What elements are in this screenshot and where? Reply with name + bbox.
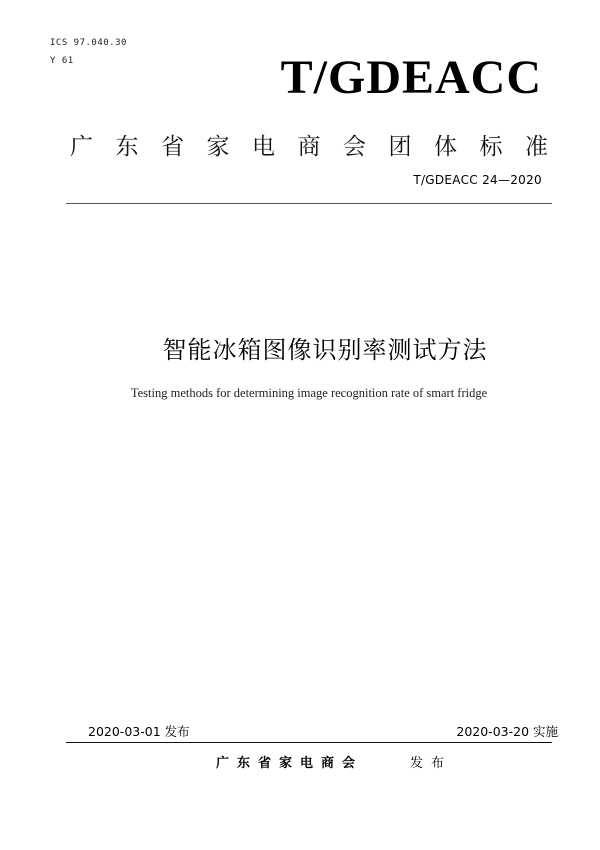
org-title-char: 团 [388,134,412,160]
org-title-char: 省 [161,134,184,160]
ics-code: ICS 97.040.30 [50,38,127,48]
org-title-char: 标 [479,134,503,160]
org-title-char: 广 [70,134,93,160]
org-title-char: 电 [252,134,275,160]
header-divider [66,203,552,204]
publish-label: 发布 [410,756,453,771]
org-title-char: 东 [115,134,139,160]
ccs-code: Y 61 [50,56,74,66]
chinese-title: 智能冰箱图像识别率测试方法 [162,336,488,364]
org-title-char: 家 [206,134,230,160]
org-title-char: 体 [434,134,457,160]
publisher-name: 广东省家电商会 [216,756,364,771]
standard-number: T/GDEACC 24—2020 [413,173,542,187]
english-title: Testing methods for determining image recognition rate of smart fridge [130,386,488,400]
org-title-char: 准 [525,134,548,160]
standard-code-title: T/GDEACC [280,51,542,104]
org-title-char: 商 [297,134,321,160]
organization-title [70,128,548,161]
org-title-char: 会 [343,134,366,160]
implementation-date: 2020-03-20 实施 [456,724,558,739]
footer-divider [66,742,552,743]
issue-date: 2020-03-01 发布 [88,724,190,739]
